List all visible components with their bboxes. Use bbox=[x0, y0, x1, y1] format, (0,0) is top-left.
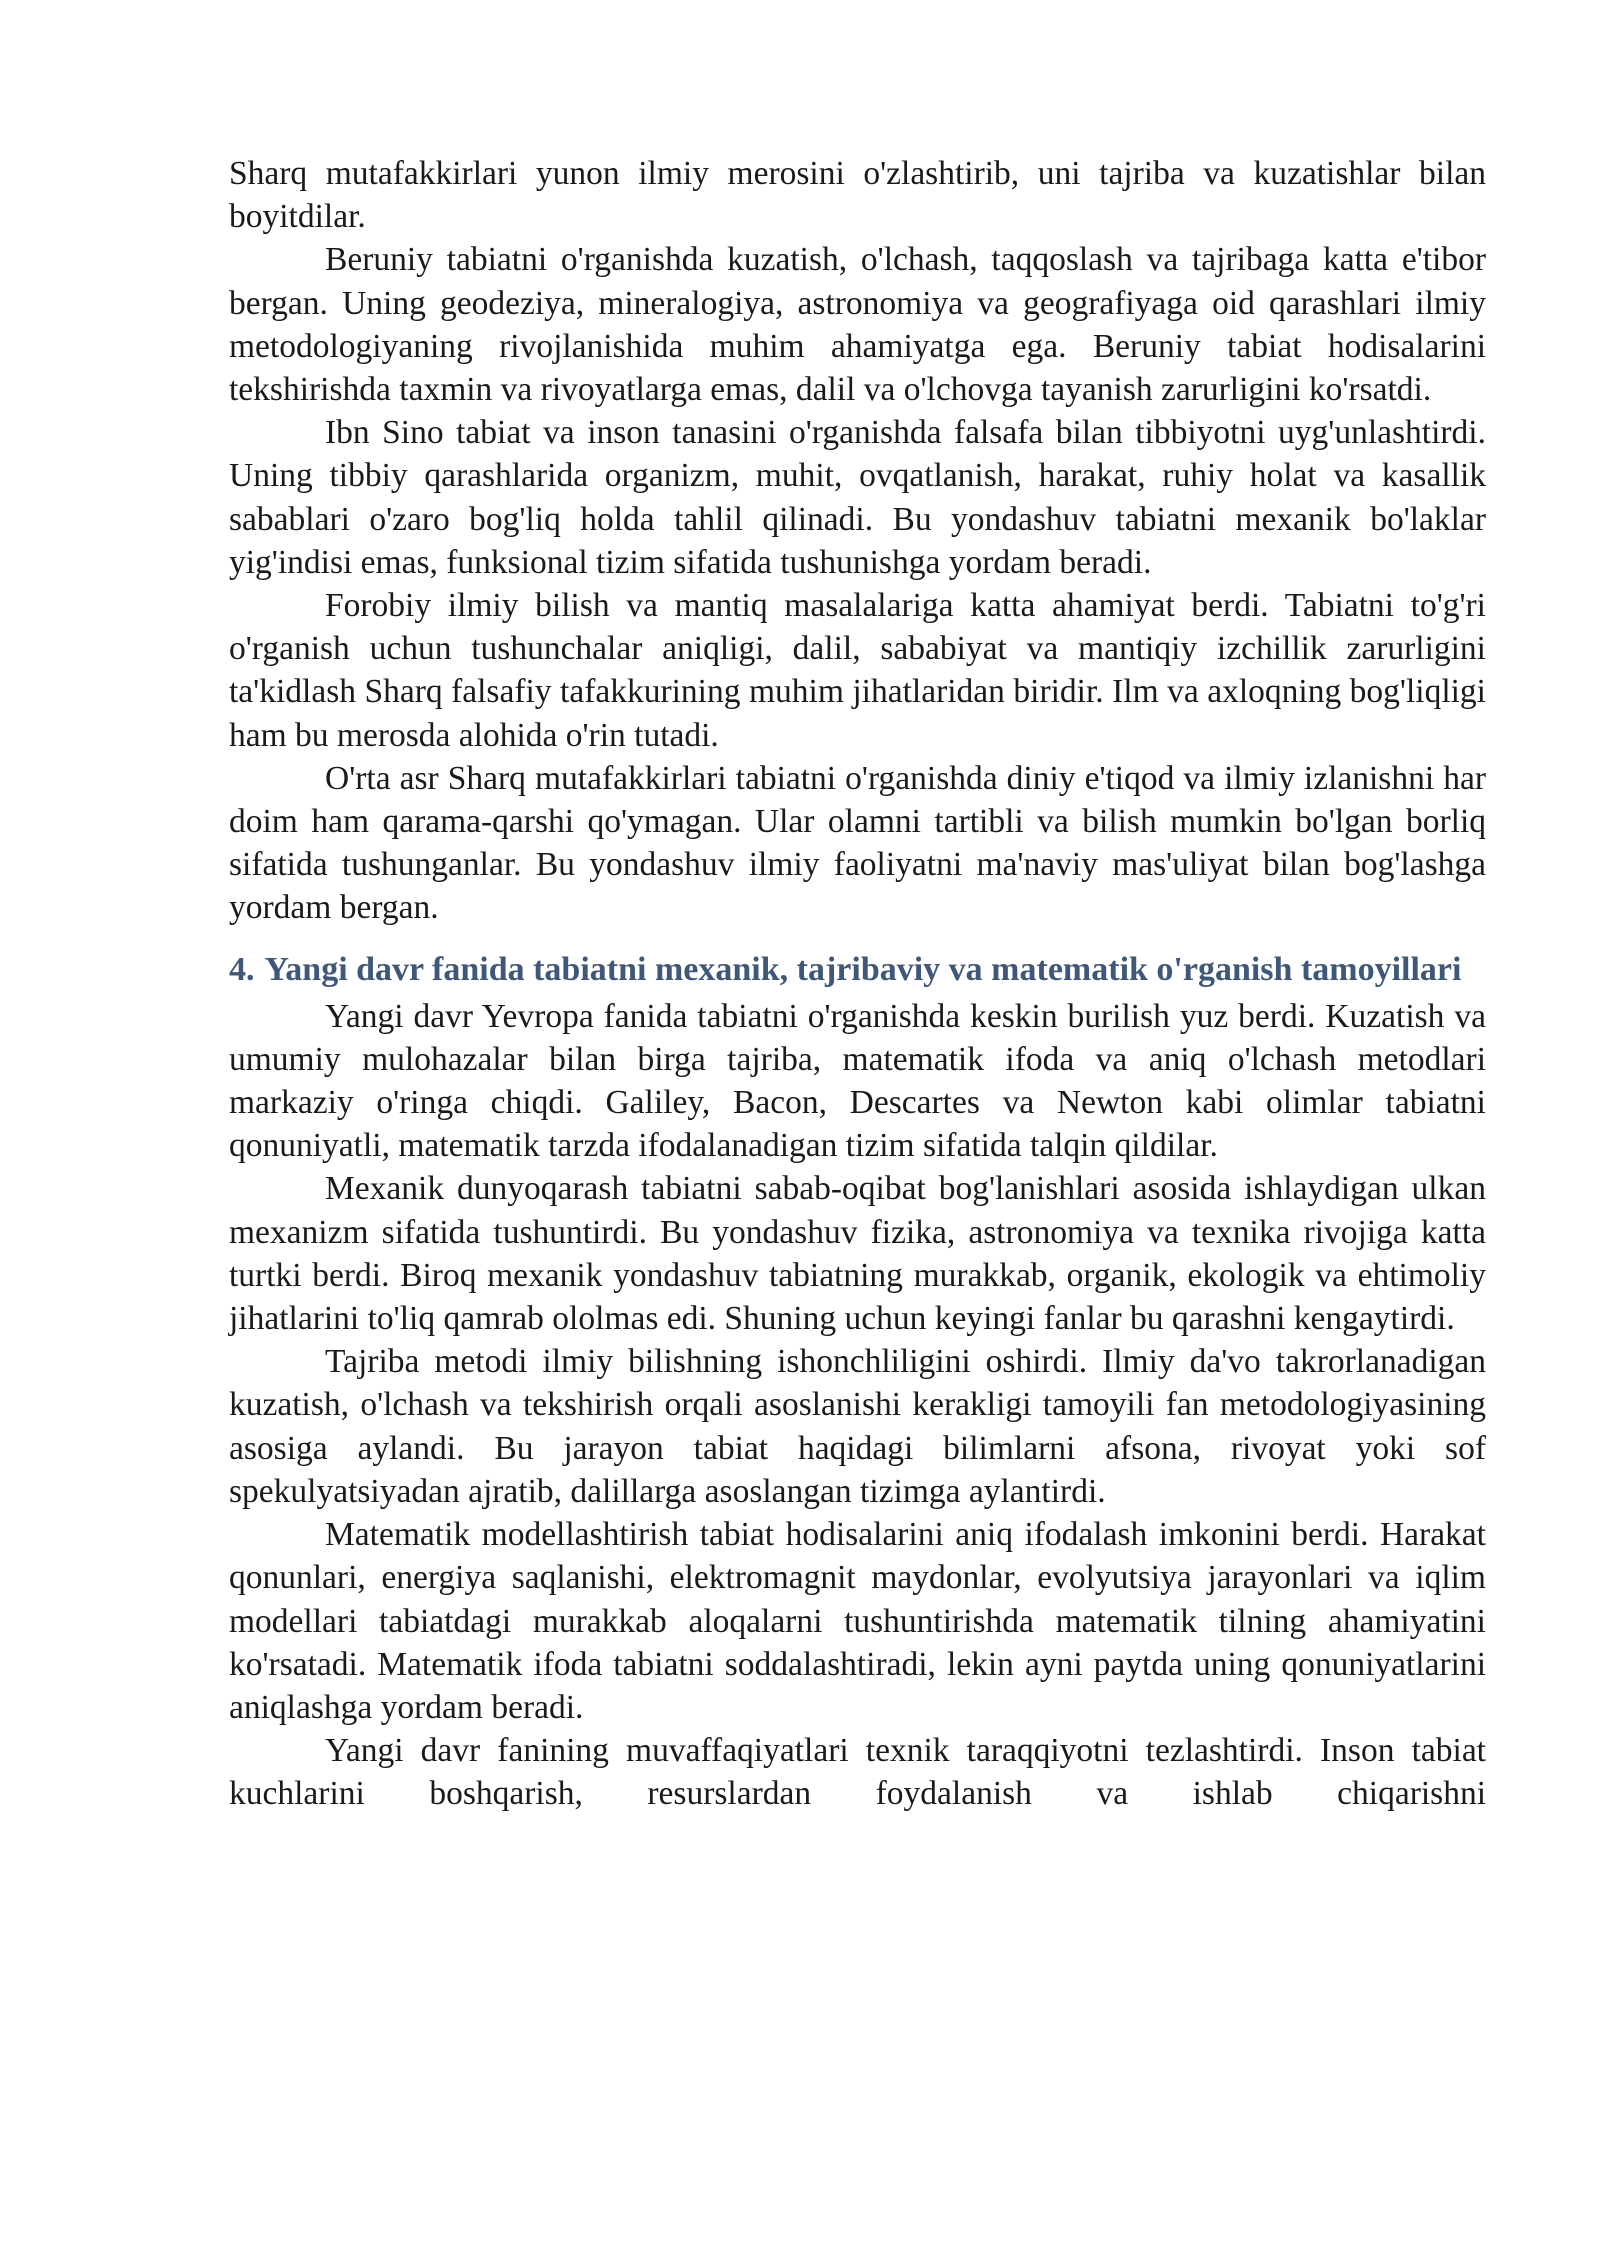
paragraph-beruniy: Beruniy tabiatni o'rganishda kuzatish, o'lchash, taqqoslash va tajribaga katta e'tibor bergan. Uning geodeziya, mineralogiya, astronomiya va geografiyaga oid qarashlari ilmiy metodologiyaning rivojlanishida muhim ahamiyatga ega. Beruniy tabiat hodisalarini tekshirishda taxmin va rivoyatlarga emas, dalil va o'lchovga tayanish zarurligini ko'rsatdi. bbox=[229, 241, 1486, 409]
paragraph-orta-asr: O'rta asr Sharq mutafakkirlari tabiatni o'rganishda diniy e'tiqod va ilmiy izlanishni har doim ham qarama-qarshi qo'ymagan. Ular olamni tartibli va bilish mumkin bo'lgan borliq sifatida tushunganlar. Bu yondashuv ilmiy faoliyatni ma'naviy mas'uliyat bilan bog'lashga yordam bergan. bbox=[229, 759, 1486, 927]
section-heading bbox=[229, 948, 1486, 991]
document-page bbox=[229, 152, 1486, 1816]
paragraph-mexanik: Mexanik dunyoqarash tabiatni sabab-oqibat bog'lanishlari asosida ishlaydigan ulkan mexanizm sifatida tushuntirdi. Bu yondashuv fizika, astronomiya va texnika rivojiga katta turtki berdi. Biroq mexanik yondashuv tabiatning murakkab, organik, ekologik va ehtimoliy jihatlarini to'liq qamrab ololmas edi. Shuning uchun keyingi fanlar bu qarashni kengaytirdi. bbox=[229, 1170, 1486, 1338]
section-title: Yangi davr fanida tabiatni mexanik, tajribaviy va matematik o'rganish tamoyillari bbox=[264, 950, 1462, 988]
paragraph-forobiy: Forobiy ilmiy bilish va mantiq masalalariga katta ahamiyat berdi. Tabiatni to'g'ri o'rganish uchun tushunchalar aniqligi, dalil, sababiyat va mantiqiy izchillik zarurligini ta'kidlash Sharq falsafiy tafakkurining muhim jihatlaridan biridir. Ilm va axloqning bog'liqligi ham bu merosda alohida o'rin tutadi. bbox=[229, 587, 1486, 754]
paragraph-muvaffaqiyat: Yangi davr fanining muvaffaqiyatlari texnik taraqqiyotni tezlashtirdi. Inson tabiat kuchlarini boshqarish, resurslardan foydalanish va ishlab chiqarishni bbox=[229, 1732, 1486, 1813]
paragraph-ibn-sino: Ibn Sino tabiat va inson tanasini o'rganishda falsafa bilan tibbiyotni uyg'unlashtirdi. Uning tibbiy qarashlarida organizm, muhit, ovqatlanish, harakat, ruhiy holat va kasallik sabablari o'zaro bog'liq holda tahlil qilinadi. Bu yondashuv tabiatni mexanik bo'laklar yig'indisi emas, funksional tizim sifatida tushunishga yordam beradi. bbox=[229, 414, 1486, 581]
paragraph-tajriba: Tajriba metodi ilmiy bilishning ishonchliligini oshirdi. Ilmiy da'vo takrorlanadigan kuzatish, o'lchash va tekshirish orqali asoslanishi kerakligi tamoyili fan metodologiyasining asosiga aylandi. Bu jarayon tabiat haqidagi bilimlarni afsona, rivoyat yoki sof spekulyatsiyadan ajratib, dalillarga asoslangan tizimga aylantirdi. bbox=[229, 1343, 1486, 1510]
paragraph-continuation: Sharq mutafakkirlari yunon ilmiy merosini o'zlashtirib, uni tajriba va kuzatishlar bilan boyitdilar. bbox=[229, 155, 1486, 236]
paragraph-matematik: Matematik modellashtirish tabiat hodisalarini aniq ifodalash imkonini berdi. Harakat qonunlari, energiya saqlanishi, elektromagnit maydonlar, evolyutsiya jarayonlari va iqlim modellari tabiatdagi murakkab aloqalarni tushuntirishda matematik tilning ahamiyatini ko'rsatadi. Matematik ifoda tabiatni soddalashtiradi, lekin ayni paytda uning qonuniyatlarini aniqlashga yordam beradi. bbox=[229, 1516, 1486, 1726]
paragraph-yangi-davr: Yangi davr Yevropa fanida tabiatni o'rganishda keskin burilish yuz berdi. Kuzatish va umumiy mulohazalar bilan birga tajriba, matematik ifoda va aniq o'lchash metodlari markaziy o'ringa chiqdi. Galiley, Bacon, Descartes va Newton kabi olimlar tabiatni qonuniyatli, matematik tarzda ifodalanadigan tizim sifatida talqin qildilar. bbox=[229, 997, 1486, 1165]
section-number: 4. bbox=[229, 950, 255, 988]
